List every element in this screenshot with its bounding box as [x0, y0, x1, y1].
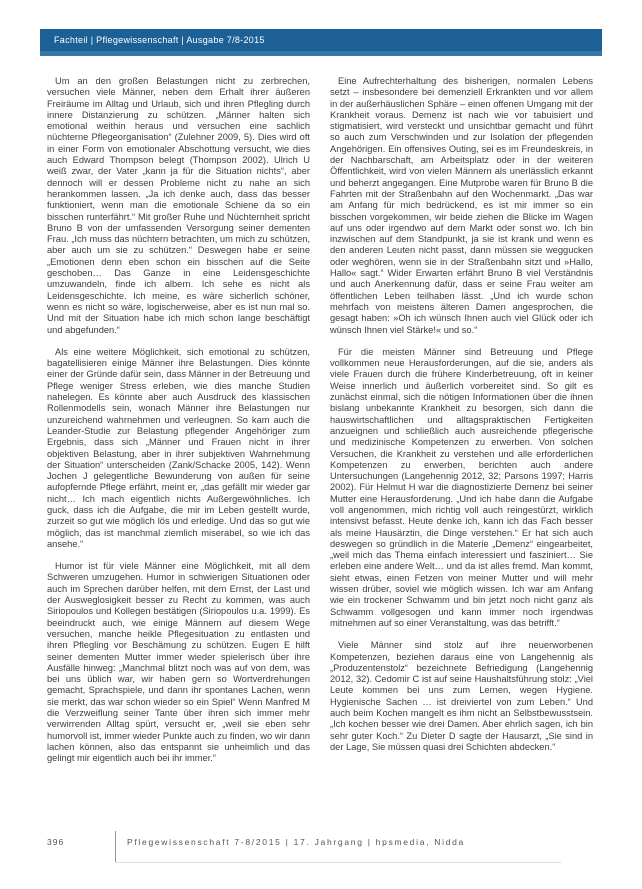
paragraph: Als eine weitere Möglichkeit, sich emotional zu schützen, bagatellisieren einige Männer ihre Belastungen. Dies könnte einer der Gründe dafür sein, dass Männer in der Betreuung und Pflege weniger Stress erleben, wie dies manche Studien nahelegen. Es könnte aber auch Ausdruck des klassischen Rollenmodells sein, wonach Männer ihre Belastungen nur unzureichend wahrnehmen und verleugnen. So kam auch die Leander-Studie zur Belastung pflegender Angehöriger zum Ergebnis, dass sich „Männer und Frauen nicht in ihrer objektiven Belastung, aber in ihrer subjektiven Wahrnehmung der Situation“ unterscheiden (Zank/Schacke 2005, 142). Wenn Jochen J gelegentliche Bewunderung von außen für seine aufopfernde Pflege erfährt, meint er, „das gefällt mir wieder gar nicht… Ich mach eigentlich nichts Außergewöhnliches. Ich guck, dass ich die Aufgabe, die mir im Leben gestellt wurde, zurzeit so gut wie möglich lös und erledige. Und das so gut wie möglich, das ist manchmal ziemlich miserabel, so wie ich das ansehe.“: [47, 346, 310, 549]
paragraph: Um an den großen Belastungen nicht zu zerbrechen, versuchen viele Männer, neben dem Erhalt ihrer äußeren Freiräume im Alltag und Urlaub, sich und ihren Pflegling durch innere Distanzierung zu schützen. „Männer halten sich emotional weithin heraus und versuchen eine sachlich nüchterne Pflegeorganisation“ (Zulehner 2009, 5). Dies wird oft in einer Form von emotionaler Abschottung versucht, wie dies auch Edward Thompson belegt (Thompson 2002). Ulrich U weiß zwar, der Vater „kann ja für die Situation nichts“, aber dennoch will er dessen Probleme nicht zu nahe an sich herankommen lassen. „Ja ich denke auch, dass das besser funktioniert, wenn man die emotionale Schiene da so ein bisschen runterfährt.“ Mit großer Ruhe und Nüchternheit spricht Bruno B von der umfassenden Versorgung seiner dementen Frau. „Ich muss das nüchtern betrachten, um mich zu schützen, aber auch um sie zu schützen.“ Deswegen habe er seine „Emotionen denn eben schon ein bisschen auf die Seite geschoben… Das Ganze in eine Leidensgeschichte umzuwandeln, finde ich albern. Ich sehe es nicht als Leidensgeschichte. Ich meine, es wäre sicherlich schöner, wenn es nicht so wäre, logischerweise, aber es ist nun mal so. Und mit der Situation habe ich mich schon lange beschäftigt und abgefunden.“: [47, 76, 310, 335]
right-column: [330, 76, 593, 776]
header-bar-top: [40, 29, 602, 51]
left-column: [47, 76, 310, 776]
paragraph: Viele Männer sind stolz auf ihre neuerworbenen Kompetenzen, beziehen daraus eine von Langehennig als „Produzentenstolz“ bezeichnete Befriedigung (Langehennig 2012, 32). Cedomir C ist auf seine Haushaltsführung stolz: „Viel Leute kommen bei uns zum Lernen, wegen Hygiene. Hygienische Sachen … ist dreiviertel von zum Leben.“ Und auch beim Kochen mangelt es ihm nicht an Selbstbewusstsein. „Ich kochen besser wie drei Damen. Aber ehrlich sagen, ich bin sehr guter Koch.“ Zu Dieter D sagte der Hausarzt, „Sie sind in der Lage, Sie müssen quasi drei Schichten abdecken.“: [330, 640, 593, 752]
page-footer: [47, 834, 602, 864]
article-body: [47, 76, 593, 776]
page-number: 396: [47, 837, 65, 847]
paragraph: Für die meisten Männer sind Betreuung und Pflege vollkommen neue Herausforderungen, auf die sie, anders als viele Frauen durch die frühere Kinderbetreuung, oft in keiner Weise innerlich und äußerlich vorbereitet sind. So gilt es zunächst einmal, sich die nötigen Informationen über die ihnen bislang unbekannte Krankheit zu besorgen, sich dann die hauswirtschaftlichen und alltagspraktischen Fertigkeiten anzueignen und schließlich auch ausreichende pflegerische und medizinische Kompetenzen zu erwerben. Von solchen Versuchen, die Krankheit zu verstehen und alle erforderlichen Kompetenzen zu erwerben, berichten auch andere Untersuchungen (Langehennig 2012, 32; Parsons 1997; Harris 2002). Für Helmut H war die diagnostizierte Demenz bei seiner Mutter eine Herausforderung. „Und ich habe dann die Aufgabe voll angenommen, mich richtig voll auch reingestürzt, wirklich intensivst befasst. Heute denke ich, kann ich das Fach besser als meine Hausärztin, die Dinge verstehen.“ Er hat sich auch deswegen so gründlich in die Materie „Demenz“ eingearbeitet, „weil mich das Thema einfach interessiert und fasziniert… Sie erleben eine andere Welt… und da ist alles fremd. Man kommt, sieht etwas, einen Fetzen von meiner Mutter und will mehr wissen drüber, soviel wie möglich wissen. Ich war am Anfang wie ein trockener Schwamm und bin jetzt noch nicht ganz als Schwamm vollgesogen und kann immer noch irgendwas mitnehmen auf so einer Veranstaltung, was das betrifft.“: [330, 346, 593, 628]
header-bar-accent-strip: [40, 51, 602, 56]
header-title: Fachteil | Pflegewissenschaft | Ausgabe 7/8-2015: [54, 35, 265, 45]
footer-rule: [115, 862, 561, 863]
paragraph: Eine Aufrechterhaltung des bisherigen, normalen Lebens setzt – insbesondere bei demenziell Erkrankten und vor allem in der außerhäuslichen Sphäre – einen offenen Umgang mit der Krankheit voraus. Demenz ist nach wie vor tabuisiert und stigmatisiert, wird versteckt und unsichtbar gemacht und führt so auch zum Verschwinden und zur Isolation der pflegenden Angehörigen. Ein offensives Outing, sei es im Freundeskreis, in der Nachbarschaft, am Arbeitsplatz oder in der weiteren Öffentlichkeit, wird von vielen Männern als unerlässlich erkannt und beherzt angegangen. Eine Mutprobe waren für Bruno B die Fahrten mit der Straßenbahn auf den Wochenmarkt. „Das war am Anfang für mich bedrückend, es ist mir immer so ein bisschen vorgekommen, wir beide ziehen die Blicke im Wagen auf uns oder irgendwo auf dem Markt oder sonst wo. Ich bin inzwischen auf dem Standpunkt, ja sie ist krank und wenn es den anderen Leuten nicht passt, dann müssen sie weggucken oder weghören, wenn sie in der Straßenbahn sitzt und »Hallo, Hallo« sagt.“ Wider Erwarten erfährt Bruno B viel Verständnis und auch Anerkennung dafür, dass er seine Frau weiter am öffentlichen Leben teilhaben lässt. „Und ich wurde schon mehrfach von meistens älteren Damen angesprochen, die gesagt haben: »Oh ich wünsch Ihnen auch viel Glück oder ich wünsch Ihnen viel Stärke!« und so.“: [330, 76, 593, 335]
header-bar: [40, 29, 602, 56]
footer-divider: [115, 831, 116, 862]
journal-info: Pflegewissenschaft 7-8/2015 | 17. Jahrgang | hpsmedia, Nidda: [127, 837, 465, 847]
paragraph: Humor ist für viele Männer eine Möglichkeit, mit all dem Schweren umzugehen. Humor in schwierigen Situationen oder auch im Sprechen darüber helfen, mit dem Ernst, der Last und der Ausweglosigkeit besser zu Recht zu kommen, was auch Siriopoulos und Kollegen bestätigen (Siriopoulos u.a. 1999). Es beeindruckt auch, wie einige Männern auf diesem Wege versuchen, manche heikle Pflegesituation zu entlasten und ihren Pflegling vor Beschämung zu schützen. Eugen E hilft seiner dementen Mutter immer wieder spielerisch über ihre Ausfälle hinweg: „Manchmal blitzt noch was auf von dem, was bei uns üblich war, wir haben gern so Wortverdrehungen gemacht, Sprachspiele, und dann ihr spontanes Lachen, wenn sie merkt, das war schon wieder so ein Spiel“ Wenn Manfred M die Verzweiflung seiner Tante über ihren sich immer mehr verwirrenden Alltag spürt, versucht er, „weil sie eben sehr humorvoll ist, immer wieder Punkte auch zu finden, wo wir dann lachen können, also das entspannt sie unheimlich und das gelingt mir eigentlich auch bei ihr immer.“: [47, 561, 310, 764]
